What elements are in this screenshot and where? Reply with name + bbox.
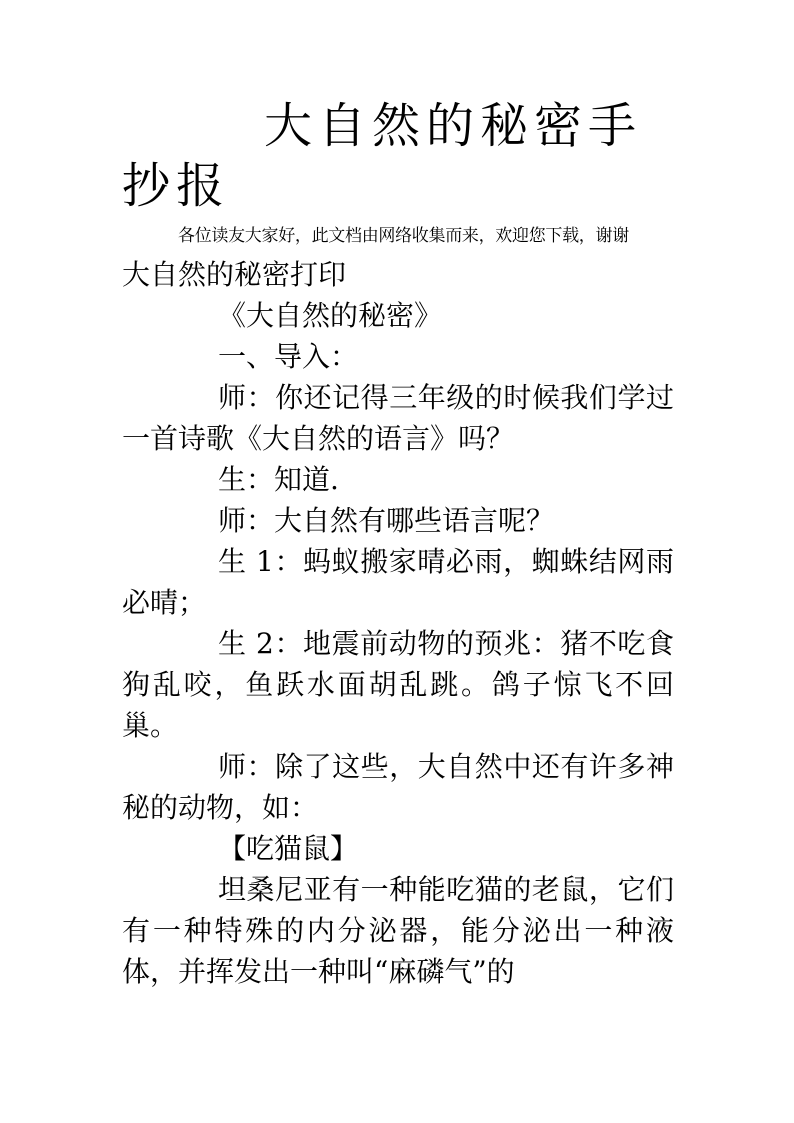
paragraph-teacher-followup: 师：大自然有哪些语言呢？: [218, 504, 555, 537]
paragraph-teacher-examples: 师：除了这些，大自然中还有许多神秘的动物，如：: [122, 750, 674, 824]
paragraph-body: 坦桑尼亚有一种能吃猫的老鼠，它们有一种特殊的内分泌器，能分泌出一种液体，并挥发出一种叫“麻磷气”的: [122, 873, 674, 988]
paragraph-section: 一、导入：: [218, 340, 359, 373]
paragraph-section-title: 【吃猫鼠】: [218, 832, 359, 865]
paragraph-heading: 大自然的秘密打印: [122, 258, 347, 291]
paragraph-subtitle: 《大自然的秘密》: [218, 299, 443, 332]
paragraph-teacher-question: 师：你还记得三年级的时候我们学过一首诗歌《大自然的语言》吗？: [122, 381, 674, 455]
download-notice: 各位读友大家好，此文档由网络收集而来，欢迎您下载，谢谢: [178, 226, 629, 246]
document-page: [122, 96, 674, 992]
paragraph-student-answer: 生：知道.: [218, 463, 339, 496]
document-title: 大自然的秘密手抄报: [122, 98, 643, 214]
paragraph-student-2: 生 2：地震前动物的预兆：猪不吃食狗乱咬，鱼跃水面胡乱跳。鸽子惊飞不回巢。: [122, 627, 674, 742]
paragraph-student-1: 生 1：蚂蚁搬家晴必雨，蜘蛛结网雨必晴；: [122, 545, 674, 619]
